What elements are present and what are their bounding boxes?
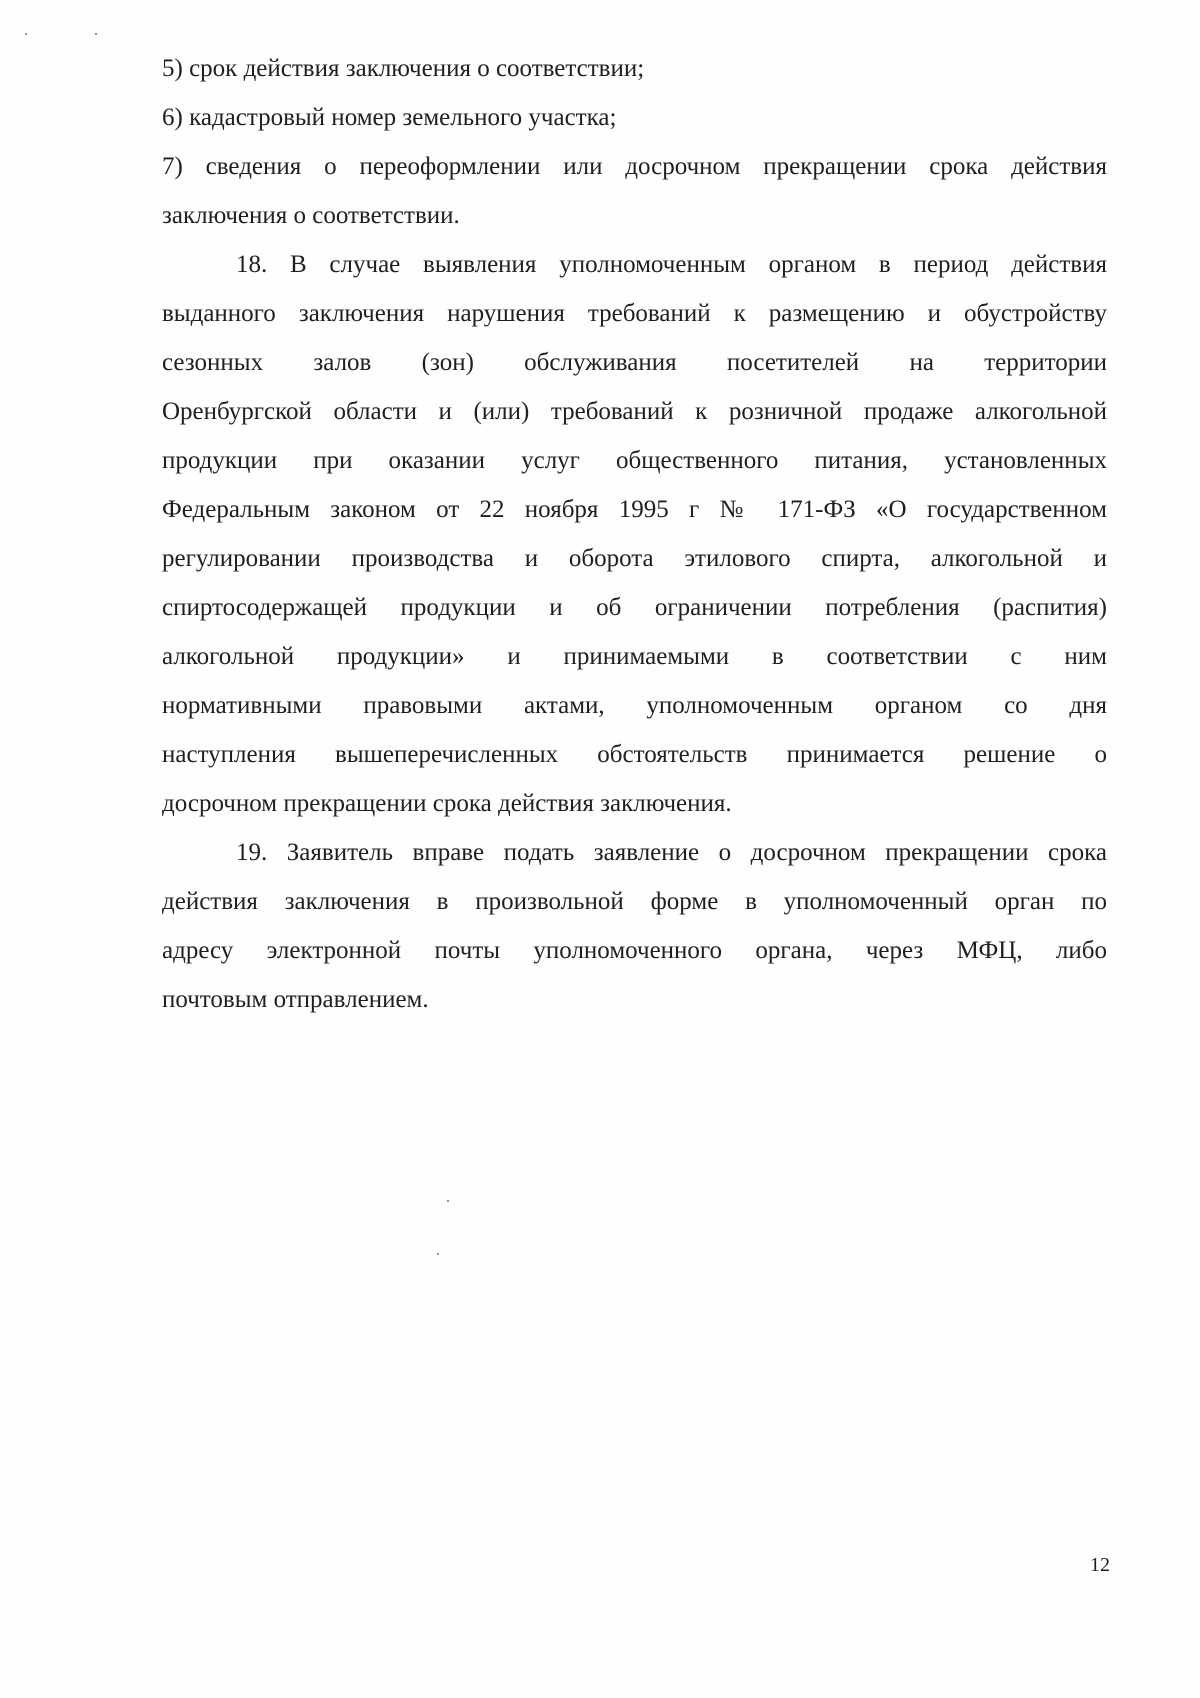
paragraph-18-line: нормативными правовыми актами, уполномоченным органом со дня	[162, 692, 1107, 719]
scan-speck	[437, 1253, 439, 1255]
paragraph-18-line: спиртосодержащей продукции и об ограничении потребления (распития)	[162, 594, 1107, 621]
paragraph-19-line: 19. Заявитель вправе подать заявление о досрочном прекращении срока	[236, 839, 1107, 866]
paragraph-18	[162, 240, 1107, 828]
list-item-7-line-2: заключения о соответствии.	[162, 202, 460, 229]
paragraph-19-line: почтовым отправлением.	[162, 986, 429, 1013]
paragraph-18-line: продукции при оказании услуг общественного питания, установленных	[162, 447, 1107, 474]
list-item-5: 5) срок действия заключения о соответствии;	[162, 55, 645, 82]
paragraph-18-line: выданного заключения нарушения требований к размещению и обустройству	[162, 300, 1107, 327]
paragraph-18-line: сезонных залов (зон) обслуживания посетителей на территории	[162, 349, 1107, 376]
list-item-6: 6) кадастровый номер земельного участка;	[162, 104, 617, 131]
paragraph-18-line: Оренбургской области и (или) требований к розничной продаже алкогольной	[162, 398, 1107, 425]
scan-speck	[447, 1200, 449, 1202]
page-number: 12	[1090, 1554, 1110, 1576]
scan-speck	[25, 33, 27, 35]
paragraph-18-line: досрочном прекращении срока действия заключения.	[162, 790, 732, 817]
list-item-7-line-1: 7) сведения о переоформлении или досрочном прекращении срока действия	[162, 153, 1107, 180]
paragraph-18-line: Федеральным законом от 22 ноября 1995 г № 171-ФЗ «О государственном	[162, 496, 1107, 523]
paragraph-18-line: наступления вышеперечисленных обстоятельств принимается решение о	[162, 741, 1107, 768]
paragraph-18-line: регулировании производства и оборота этилового спирта, алкогольной и	[162, 545, 1107, 572]
scan-speck	[95, 33, 97, 35]
paragraph-19-line: адресу электронной почты уполномоченного органа, через МФЦ, либо	[162, 937, 1107, 964]
paragraph-18-line: алкогольной продукции» и принимаемыми в соответствии с ним	[162, 643, 1107, 670]
paragraph-19-line: действия заключения в произвольной форме в уполномоченный орган по	[162, 888, 1107, 915]
document-body	[162, 44, 1107, 1024]
paragraph-18-line: 18. В случае выявления уполномоченным органом в период действия	[236, 251, 1107, 278]
list-items	[162, 44, 1107, 240]
paragraph-19	[162, 828, 1107, 1024]
